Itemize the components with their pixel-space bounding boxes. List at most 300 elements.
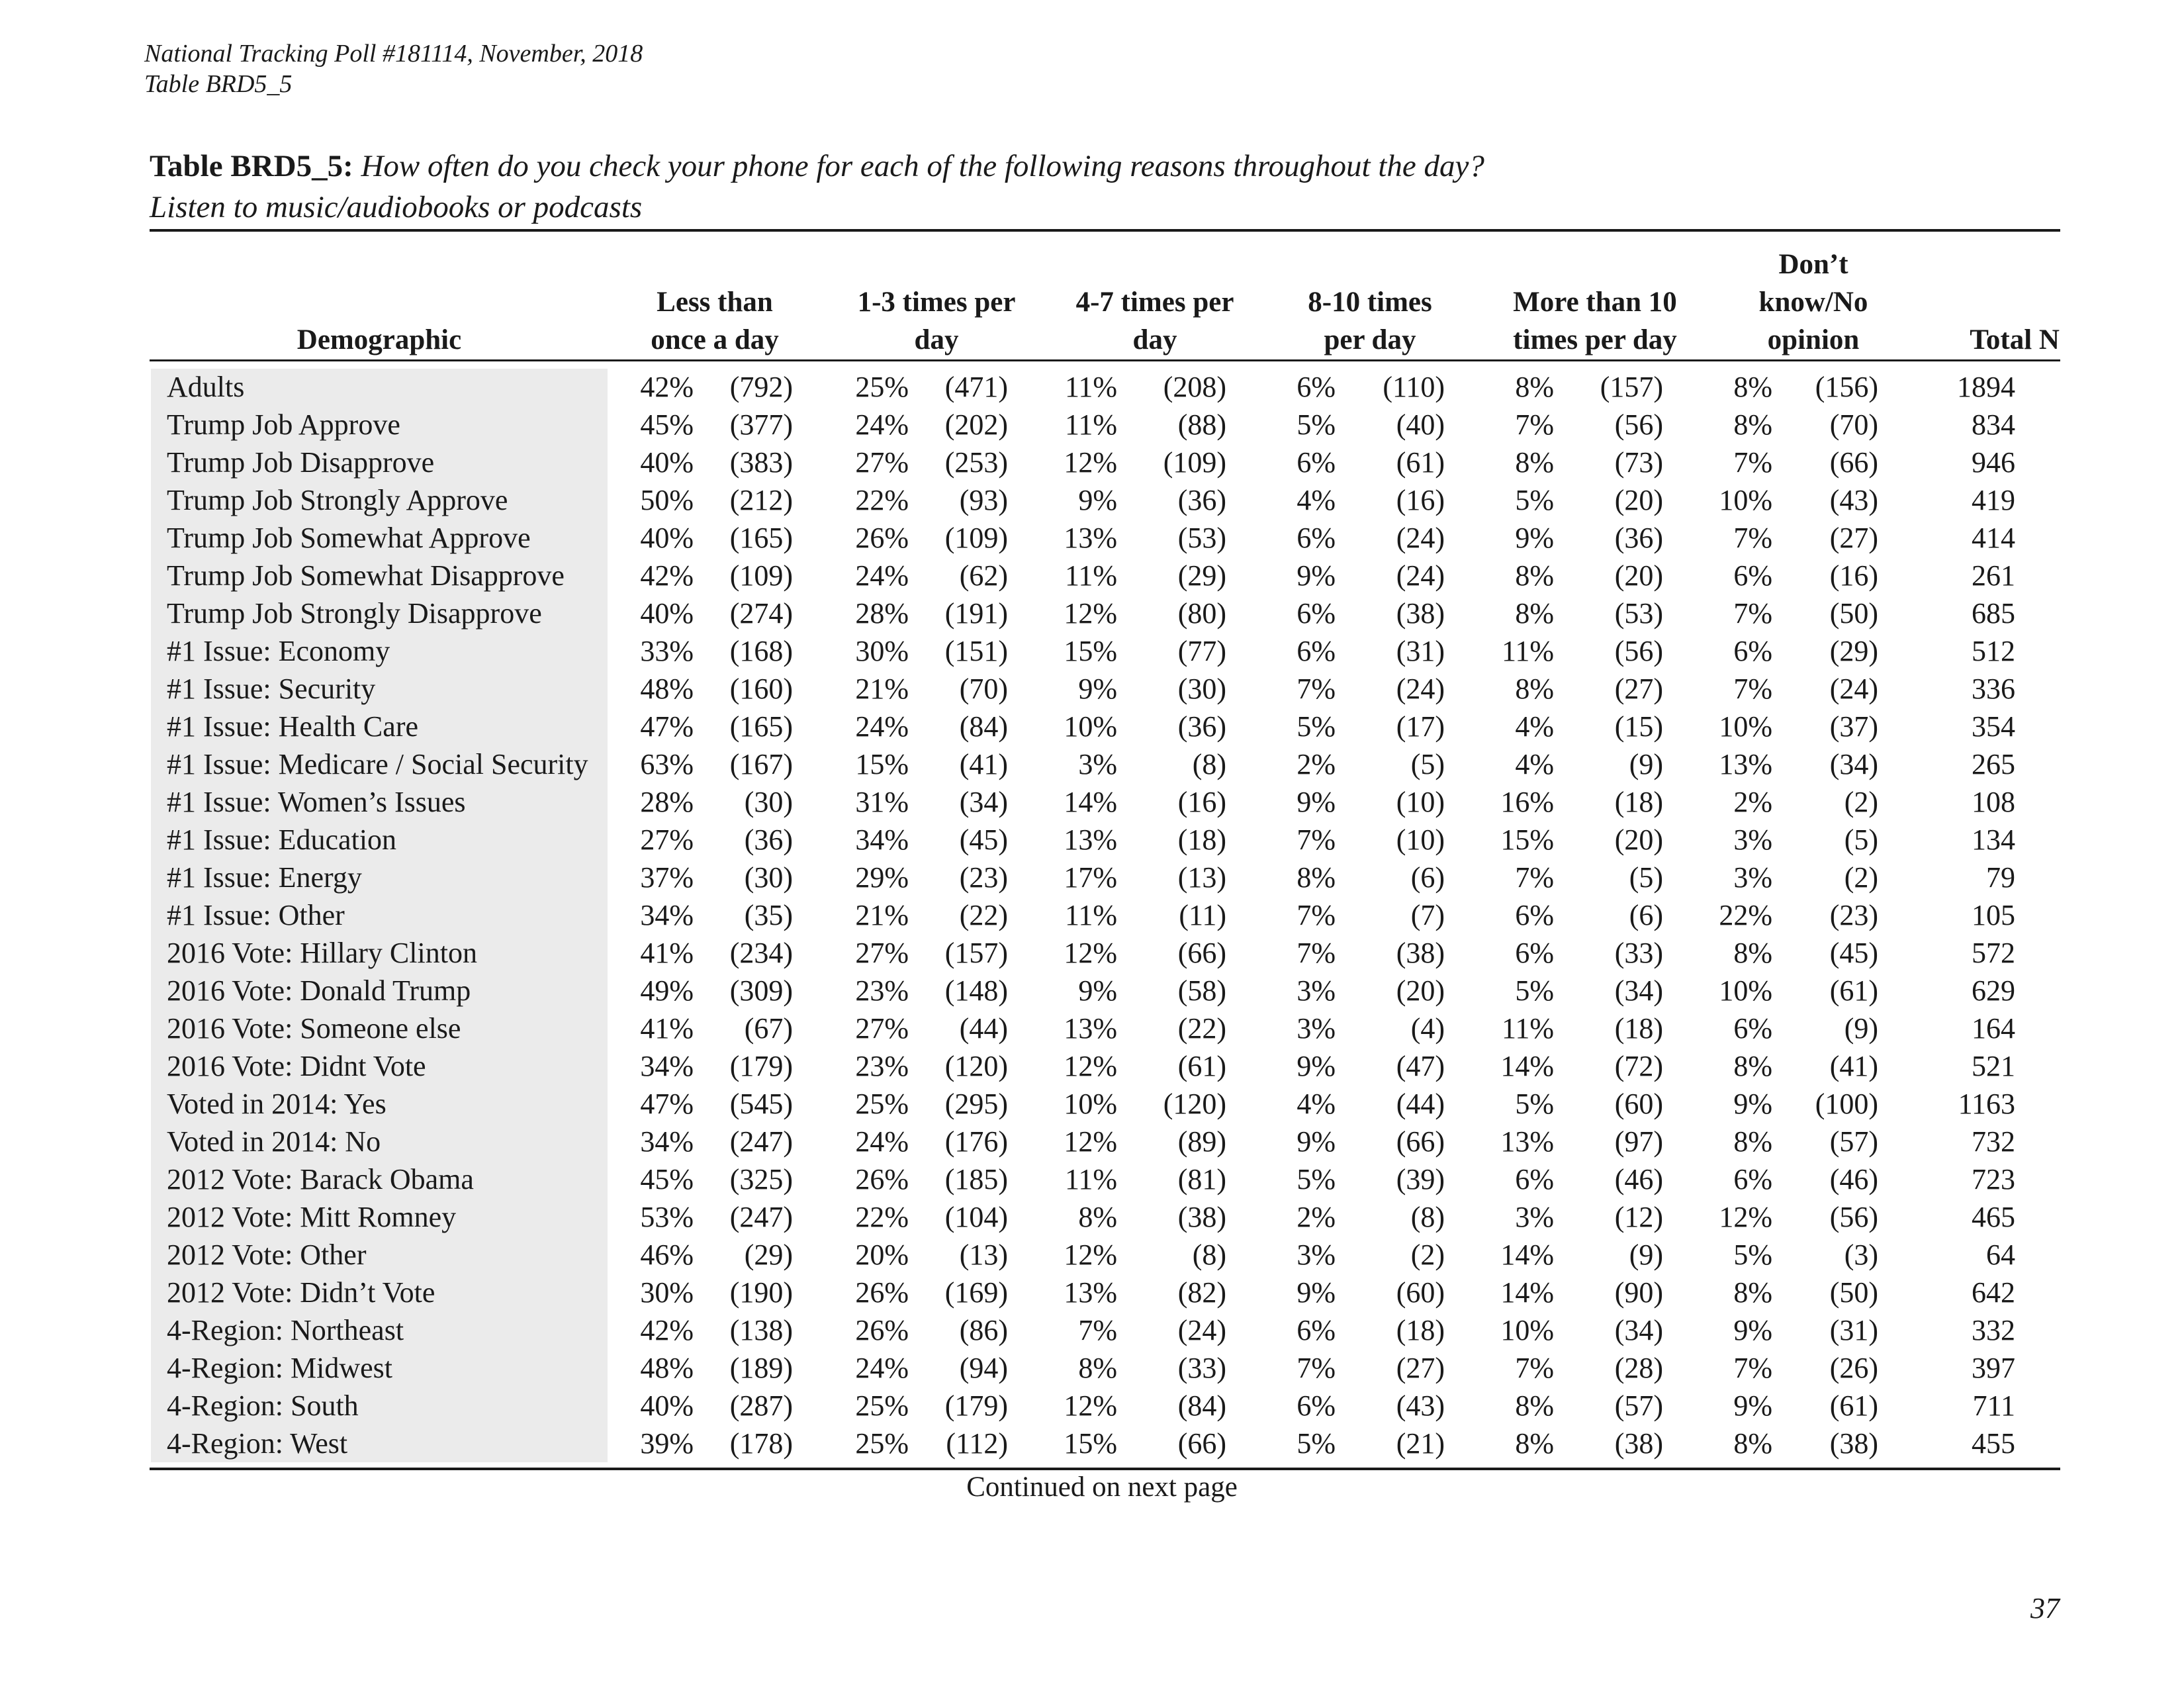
cell-percent: 47% — [640, 1088, 694, 1120]
cell-percent: 9% — [1078, 673, 1117, 705]
cell-count: (138) — [729, 1314, 793, 1346]
continued-note: Continued on next page — [966, 1472, 1238, 1503]
cell-count: (8) — [1192, 1239, 1226, 1271]
cell-count: (60) — [1396, 1276, 1445, 1309]
cell-count: (82) — [1177, 1276, 1226, 1309]
column-header-line: know/No — [1758, 287, 1868, 318]
cell-count: (44) — [959, 1012, 1008, 1045]
table-row — [151, 444, 2015, 481]
cell-count: (309) — [729, 974, 793, 1007]
cell-percent: 24% — [855, 559, 909, 592]
cell-count: (109) — [729, 559, 793, 592]
cell-count: (34) — [959, 786, 1008, 818]
cell-count: (73) — [1614, 446, 1663, 479]
cell-count: (167) — [729, 748, 793, 780]
cell-count: (208) — [1163, 371, 1226, 403]
cell-count: (30) — [744, 786, 793, 818]
column-header-line: Don’t — [1778, 249, 1848, 280]
cell-percent: 41% — [640, 1012, 694, 1045]
cell-count: (5) — [1410, 748, 1445, 780]
table-row — [151, 1311, 2015, 1349]
cell-percent: 6% — [1515, 1163, 1554, 1196]
cell-total: 723 — [1972, 1163, 2015, 1196]
column-header-demographic — [151, 321, 608, 359]
table-row — [151, 896, 2015, 934]
cell-percent: 23% — [855, 1050, 909, 1082]
column-header-dont-know — [1707, 246, 1919, 359]
cell-count: (34) — [1614, 1314, 1663, 1346]
cell-count: (20) — [1614, 559, 1663, 592]
running-header-table: Table BRD5_5 — [144, 70, 293, 98]
cell-percent: 48% — [640, 1352, 694, 1384]
cell-percent: 11% — [1064, 1163, 1117, 1196]
cell-count: (57) — [1614, 1389, 1663, 1422]
cell-total: 521 — [1972, 1050, 2015, 1082]
cell-count: (9) — [1629, 1239, 1663, 1271]
cell-count: (24) — [1396, 559, 1445, 592]
running-header-poll: National Tracking Poll #181114, November, 2018 — [144, 40, 643, 68]
cell-percent: 12% — [1719, 1201, 1772, 1233]
cell-total: 414 — [1972, 522, 2015, 554]
cell-percent: 28% — [855, 597, 909, 630]
column-header-line: times per day — [1513, 324, 1677, 355]
cell-percent: 7% — [1733, 597, 1772, 630]
table-row — [151, 745, 2015, 783]
cell-percent: 26% — [855, 1163, 909, 1196]
cell-percent: 13% — [1719, 748, 1772, 780]
cell-count: (46) — [1829, 1163, 1878, 1196]
cell-percent: 40% — [640, 597, 694, 630]
cell-total: 1894 — [1957, 371, 2015, 403]
cell-count: (29) — [1177, 559, 1226, 592]
cell-count: (56) — [1829, 1201, 1878, 1233]
cell-total: 455 — [1972, 1427, 2015, 1460]
cell-count: (156) — [1815, 371, 1878, 403]
cell-percent: 30% — [640, 1276, 694, 1309]
cell-count: (61) — [1396, 446, 1445, 479]
cell-percent: 14% — [1064, 786, 1117, 818]
cell-percent: 26% — [855, 1314, 909, 1346]
column-header-less-than-once — [615, 283, 814, 359]
cell-percent: 6% — [1733, 1012, 1772, 1045]
cell-percent: 3% — [1297, 974, 1336, 1007]
cell-percent: 8% — [1515, 559, 1554, 592]
cell-percent: 11% — [1501, 1012, 1554, 1045]
cell-percent: 27% — [855, 937, 909, 969]
cell-count: (16) — [1177, 786, 1226, 818]
cell-percent: 9% — [1515, 522, 1554, 554]
table-title-label: Table BRD5_5: — [150, 149, 353, 183]
table-title — [150, 151, 1484, 182]
cell-percent: 13% — [1064, 1012, 1117, 1045]
table-question: How often do you check your phone for each of the following reasons throughout the day? — [361, 149, 1484, 183]
cell-count: (377) — [729, 408, 793, 441]
cell-count: (72) — [1614, 1050, 1663, 1082]
table-row — [151, 783, 2015, 821]
cell-count: (67) — [744, 1012, 793, 1045]
cell-count: (13) — [959, 1239, 1008, 1271]
table-row — [151, 519, 2015, 557]
data-table — [151, 368, 2015, 1462]
cell-percent: 41% — [640, 937, 694, 969]
cell-percent: 10% — [1064, 710, 1117, 743]
column-header-line: 8-10 times — [1308, 287, 1432, 318]
cell-count: (36) — [1177, 710, 1226, 743]
cell-count: (89) — [1177, 1125, 1226, 1158]
cell-total: 711 — [1972, 1389, 2015, 1422]
cell-percent: 4% — [1297, 1088, 1336, 1120]
table-row — [151, 1274, 2015, 1311]
cell-percent: 22% — [1719, 899, 1772, 931]
cell-percent: 27% — [640, 823, 694, 856]
cell-count: (545) — [729, 1088, 793, 1120]
cell-percent: 9% — [1297, 1125, 1336, 1158]
row-label: Trump Job Disapprove — [167, 446, 435, 479]
cell-count: (36) — [744, 823, 793, 856]
cell-total: 946 — [1972, 446, 2015, 479]
cell-count: (274) — [729, 597, 793, 630]
row-label: 4-Region: West — [167, 1427, 348, 1460]
column-header-line: 4-7 times per — [1075, 287, 1234, 318]
cell-count: (93) — [959, 484, 1008, 516]
cell-count: (109) — [1163, 446, 1226, 479]
cell-percent: 8% — [1515, 446, 1554, 479]
cell-total: 354 — [1972, 710, 2015, 743]
cell-count: (44) — [1396, 1088, 1445, 1120]
cell-percent: 31% — [855, 786, 909, 818]
cell-percent: 10% — [1500, 1314, 1554, 1346]
cell-percent: 42% — [640, 559, 694, 592]
cell-percent: 15% — [1500, 823, 1554, 856]
cell-percent: 7% — [1733, 446, 1772, 479]
cell-count: (185) — [944, 1163, 1008, 1196]
cell-percent: 46% — [640, 1239, 694, 1271]
cell-count: (100) — [1815, 1088, 1878, 1120]
table-row — [151, 557, 2015, 594]
cell-percent: 8% — [1733, 1125, 1772, 1158]
cell-count: (33) — [1177, 1352, 1226, 1384]
column-header-line: 1-3 times per — [857, 287, 1016, 318]
cell-percent: 24% — [855, 1352, 909, 1384]
cell-count: (34) — [1829, 748, 1878, 780]
cell-percent: 15% — [1064, 1427, 1117, 1460]
cell-percent: 3% — [1078, 748, 1117, 780]
cell-count: (16) — [1396, 484, 1445, 516]
cell-percent: 8% — [1515, 597, 1554, 630]
cell-percent: 8% — [1733, 937, 1772, 969]
cell-percent: 7% — [1733, 673, 1772, 705]
cell-count: (169) — [944, 1276, 1008, 1309]
cell-percent: 8% — [1515, 673, 1554, 705]
cell-count: (30) — [1177, 673, 1226, 705]
cell-percent: 28% — [640, 786, 694, 818]
cell-percent: 10% — [1719, 974, 1772, 1007]
cell-count: (165) — [729, 522, 793, 554]
cell-count: (36) — [1177, 484, 1226, 516]
cell-percent: 8% — [1515, 371, 1554, 403]
cell-percent: 11% — [1501, 635, 1554, 667]
cell-count: (58) — [1177, 974, 1226, 1007]
row-label: #1 Issue: Education — [167, 823, 397, 856]
cell-percent: 13% — [1500, 1125, 1554, 1158]
cell-percent: 24% — [855, 408, 909, 441]
row-label: 2016 Vote: Donald Trump — [167, 974, 471, 1007]
cell-count: (70) — [959, 673, 1008, 705]
cell-count: (66) — [1177, 937, 1226, 969]
row-label: 2012 Vote: Didn’t Vote — [167, 1276, 435, 1309]
table-row — [151, 1047, 2015, 1085]
cell-count: (287) — [729, 1389, 793, 1422]
cell-percent: 7% — [1297, 1352, 1336, 1384]
table-row — [151, 481, 2015, 519]
cell-total: 685 — [1972, 597, 2015, 630]
cell-percent: 7% — [1515, 861, 1554, 894]
cell-count: (31) — [1396, 635, 1445, 667]
cell-percent: 5% — [1515, 974, 1554, 1007]
row-label: #1 Issue: Security — [167, 673, 376, 705]
cell-count: (247) — [729, 1125, 793, 1158]
cell-count: (35) — [744, 899, 793, 931]
row-label: Voted in 2014: No — [167, 1125, 381, 1158]
cell-percent: 11% — [1064, 408, 1117, 441]
cell-count: (20) — [1396, 974, 1445, 1007]
row-label: Trump Job Somewhat Approve — [167, 522, 531, 554]
cell-count: (471) — [944, 371, 1008, 403]
cell-count: (295) — [944, 1088, 1008, 1120]
cell-count: (20) — [1614, 484, 1663, 516]
cell-count: (178) — [729, 1427, 793, 1460]
cell-percent: 12% — [1064, 1125, 1117, 1158]
cell-count: (80) — [1177, 597, 1226, 630]
cell-percent: 6% — [1733, 1163, 1772, 1196]
cell-count: (8) — [1410, 1201, 1445, 1233]
cell-count: (50) — [1829, 597, 1878, 630]
cell-percent: 24% — [855, 1125, 909, 1158]
cell-count: (325) — [729, 1163, 793, 1196]
cell-count: (38) — [1177, 1201, 1226, 1233]
column-header-line: Total N — [1970, 324, 2060, 355]
cell-percent: 25% — [855, 1088, 909, 1120]
cell-percent: 8% — [1078, 1201, 1117, 1233]
cell-percent: 6% — [1297, 371, 1336, 403]
cell-count: (383) — [729, 446, 793, 479]
cell-count: (39) — [1396, 1163, 1445, 1196]
cell-total: 465 — [1972, 1201, 2015, 1233]
cell-percent: 20% — [855, 1239, 909, 1271]
cell-total: 512 — [1972, 635, 2015, 667]
cell-count: (13) — [1177, 861, 1226, 894]
cell-count: (61) — [1829, 1389, 1878, 1422]
cell-count: (94) — [959, 1352, 1008, 1384]
cell-percent: 10% — [1719, 484, 1772, 516]
cell-count: (110) — [1383, 371, 1445, 403]
row-label: Trump Job Strongly Disapprove — [167, 597, 542, 630]
table-row — [151, 632, 2015, 670]
cell-percent: 5% — [1515, 484, 1554, 516]
cell-count: (61) — [1177, 1050, 1226, 1082]
cell-percent: 12% — [1064, 1239, 1117, 1271]
top-rule — [150, 229, 2060, 232]
page-number: 37 — [2030, 1592, 2060, 1624]
cell-percent: 48% — [640, 673, 694, 705]
cell-count: (66) — [1396, 1125, 1445, 1158]
cell-count: (43) — [1829, 484, 1878, 516]
column-header-line: opinion — [1767, 324, 1860, 355]
cell-percent: 10% — [1064, 1088, 1117, 1120]
cell-count: (27) — [1829, 522, 1878, 554]
cell-percent: 6% — [1297, 446, 1336, 479]
cell-count: (247) — [729, 1201, 793, 1233]
cell-count: (53) — [1614, 597, 1663, 630]
row-label: 2012 Vote: Barack Obama — [167, 1163, 474, 1196]
cell-percent: 22% — [855, 1201, 909, 1233]
cell-percent: 53% — [640, 1201, 694, 1233]
row-label: 2012 Vote: Other — [167, 1239, 367, 1271]
cell-percent: 6% — [1733, 559, 1772, 592]
cell-percent: 40% — [640, 522, 694, 554]
cell-percent: 27% — [855, 1012, 909, 1045]
cell-count: (120) — [944, 1050, 1008, 1082]
cell-count: (12) — [1614, 1201, 1663, 1233]
cell-total: 834 — [1972, 408, 2015, 441]
cell-total: 572 — [1972, 937, 2015, 969]
cell-percent: 7% — [1297, 823, 1336, 856]
cell-percent: 26% — [855, 1276, 909, 1309]
cell-percent: 3% — [1297, 1012, 1336, 1045]
cell-percent: 12% — [1064, 1050, 1117, 1082]
cell-percent: 42% — [640, 371, 694, 403]
row-label: Trump Job Somewhat Disapprove — [167, 559, 565, 592]
cell-percent: 6% — [1297, 597, 1336, 630]
cell-percent: 42% — [640, 1314, 694, 1346]
cell-percent: 7% — [1297, 899, 1336, 931]
table-row — [151, 1198, 2015, 1236]
table-row — [151, 1387, 2015, 1425]
table-row — [151, 934, 2015, 972]
cell-count: (27) — [1614, 673, 1663, 705]
cell-percent: 6% — [1515, 937, 1554, 969]
cell-percent: 22% — [855, 484, 909, 516]
cell-percent: 49% — [640, 974, 694, 1007]
cell-percent: 6% — [1297, 522, 1336, 554]
cell-percent: 14% — [1500, 1276, 1554, 1309]
cell-count: (24) — [1396, 673, 1445, 705]
cell-percent: 10% — [1719, 710, 1772, 743]
cell-percent: 12% — [1064, 937, 1117, 969]
cell-count: (18) — [1396, 1314, 1445, 1346]
cell-percent: 25% — [855, 1427, 909, 1460]
cell-percent: 12% — [1064, 597, 1117, 630]
cell-percent: 5% — [1297, 1427, 1336, 1460]
row-label: 2016 Vote: Someone else — [167, 1012, 461, 1045]
cell-percent: 39% — [640, 1427, 694, 1460]
cell-count: (50) — [1829, 1276, 1878, 1309]
column-header-line: per day — [1324, 324, 1416, 355]
row-label: #1 Issue: Energy — [167, 861, 362, 894]
cell-percent: 11% — [1064, 559, 1117, 592]
cell-percent: 25% — [855, 1389, 909, 1422]
cell-percent: 37% — [640, 861, 694, 894]
cell-count: (18) — [1177, 823, 1226, 856]
cell-percent: 34% — [640, 1050, 694, 1082]
cell-count: (5) — [1844, 823, 1878, 856]
column-header-line: Demographic — [296, 324, 462, 355]
cell-count: (90) — [1614, 1276, 1663, 1309]
row-label: Adults — [167, 371, 245, 403]
cell-count: (26) — [1829, 1352, 1878, 1384]
cell-count: (9) — [1844, 1012, 1878, 1045]
cell-percent: 9% — [1733, 1389, 1772, 1422]
cell-percent: 2% — [1297, 748, 1336, 780]
cell-percent: 7% — [1297, 937, 1336, 969]
column-header-line: Less than — [657, 287, 773, 318]
cell-total: 419 — [1972, 484, 2015, 516]
cell-percent: 6% — [1297, 635, 1336, 667]
cell-count: (28) — [1614, 1352, 1663, 1384]
cell-percent: 2% — [1733, 786, 1772, 818]
cell-percent: 40% — [640, 446, 694, 479]
cell-total: 265 — [1972, 748, 2015, 780]
cell-percent: 3% — [1297, 1239, 1336, 1271]
cell-percent: 27% — [855, 446, 909, 479]
table-row — [151, 594, 2015, 632]
cell-count: (202) — [944, 408, 1008, 441]
row-label: #1 Issue: Medicare / Social Security — [167, 748, 588, 780]
cell-count: (29) — [1829, 635, 1878, 667]
header-rule — [150, 359, 2060, 361]
cell-count: (7) — [1410, 899, 1445, 931]
cell-total: 134 — [1972, 823, 2015, 856]
cell-percent: 6% — [1733, 635, 1772, 667]
cell-count: (43) — [1396, 1389, 1445, 1422]
column-header-more-than-ten — [1482, 283, 1707, 359]
table-subtitle: Listen to music/audiobooks or podcasts — [150, 190, 643, 224]
cell-percent: 9% — [1078, 974, 1117, 1007]
cell-percent: 40% — [640, 1389, 694, 1422]
cell-percent: 15% — [1064, 635, 1117, 667]
cell-percent: 9% — [1297, 1276, 1336, 1309]
cell-total: 79 — [1986, 861, 2015, 894]
cell-percent: 8% — [1733, 408, 1772, 441]
cell-percent: 63% — [640, 748, 694, 780]
row-label: #1 Issue: Economy — [167, 635, 390, 667]
cell-total: 642 — [1972, 1276, 2015, 1309]
cell-count: (66) — [1177, 1427, 1226, 1460]
cell-percent: 25% — [855, 371, 909, 403]
cell-percent: 7% — [1297, 673, 1336, 705]
cell-count: (22) — [959, 899, 1008, 931]
cell-percent: 3% — [1733, 823, 1772, 856]
table-row — [151, 1123, 2015, 1160]
cell-count: (38) — [1396, 597, 1445, 630]
cell-percent: 8% — [1733, 371, 1772, 403]
cell-count: (53) — [1177, 522, 1226, 554]
cell-count: (56) — [1614, 408, 1663, 441]
cell-percent: 3% — [1515, 1201, 1554, 1233]
cell-count: (10) — [1396, 823, 1445, 856]
cell-count: (10) — [1396, 786, 1445, 818]
cell-count: (6) — [1629, 899, 1663, 931]
cell-count: (18) — [1614, 786, 1663, 818]
row-label: #1 Issue: Women’s Issues — [167, 786, 466, 818]
cell-percent: 9% — [1733, 1314, 1772, 1346]
cell-count: (11) — [1179, 899, 1226, 931]
cell-count: (6) — [1410, 861, 1445, 894]
row-label: 2016 Vote: Hillary Clinton — [167, 937, 477, 969]
cell-total: 64 — [1986, 1239, 2015, 1271]
cell-count: (120) — [1163, 1088, 1226, 1120]
cell-count: (190) — [729, 1276, 793, 1309]
